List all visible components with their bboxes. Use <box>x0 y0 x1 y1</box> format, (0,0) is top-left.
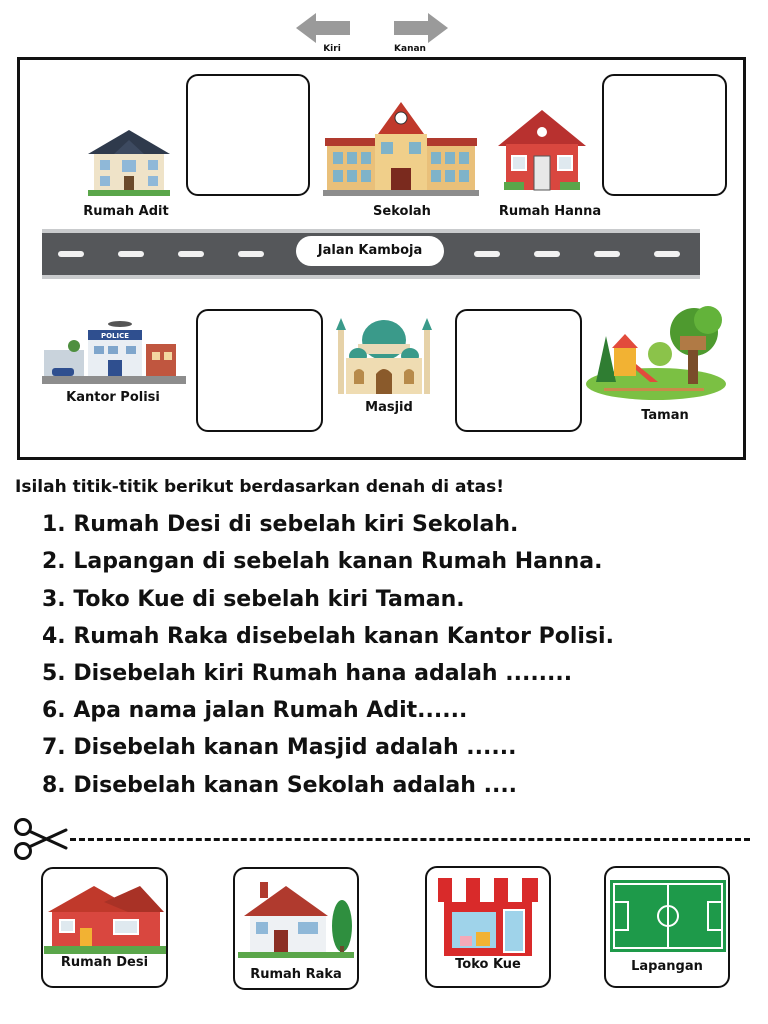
card-label-rumah-raka: Rumah Raka <box>250 967 342 982</box>
place-label-taman: Taman <box>641 408 689 423</box>
blank-box-4[interactable] <box>455 309 582 432</box>
road-name-label: Jalan Kamboja <box>296 236 444 266</box>
place-label-rumah-adit: Rumah Adit <box>83 204 169 219</box>
cut-line <box>70 838 750 841</box>
card-label-toko-kue: Toko Kue <box>455 957 521 972</box>
question-8: 8. Disebelah kanan Sekolah adalah .... <box>42 773 518 798</box>
question-2: 2. Lapangan di sebelah kanan Rumah Hanna. <box>42 549 603 574</box>
right-label: Kanan <box>394 44 426 54</box>
house-hanna-icon <box>496 108 588 194</box>
card-label-rumah-desi: Rumah Desi <box>60 955 149 970</box>
house-desi-icon <box>44 882 166 954</box>
cake-shop-icon <box>438 876 538 958</box>
police-sign: POLICE <box>100 332 130 340</box>
question-4: 4. Rumah Raka disebelah kanan Kantor Polisi. <box>42 624 614 649</box>
park-icon <box>584 306 728 402</box>
question-5: 5. Disebelah kiri Rumah hana adalah ........ <box>42 661 573 686</box>
instruction-text: Isilah titik-titik berikut berdasarkan denah di atas! <box>15 477 504 497</box>
right-arrow-icon <box>392 12 448 44</box>
mosque-icon <box>334 314 434 398</box>
house-adit-icon <box>84 126 174 198</box>
question-3: 3. Toko Kue di sebelah kiri Taman. <box>42 587 465 612</box>
question-6: 6. Apa nama jalan Rumah Adit...... <box>42 698 468 723</box>
left-arrow-icon <box>296 12 352 44</box>
football-field-icon <box>610 880 726 952</box>
place-label-sekolah: Sekolah <box>373 204 431 219</box>
scissors-icon <box>12 818 68 862</box>
police-station-icon <box>42 316 186 386</box>
place-label-kantor-polisi: Kantor Polisi <box>66 390 160 405</box>
school-icon <box>323 100 479 197</box>
house-raka-icon <box>238 876 354 958</box>
place-label-masjid: Masjid <box>365 400 413 415</box>
blank-box-1[interactable] <box>186 74 310 196</box>
blank-box-2[interactable] <box>602 74 727 196</box>
left-label: Kiri <box>323 44 341 54</box>
question-7: 7. Disebelah kanan Masjid adalah ...... <box>42 735 517 760</box>
blank-box-3[interactable] <box>196 309 323 432</box>
question-1: 1. Rumah Desi di sebelah kiri Sekolah. <box>42 512 519 537</box>
place-label-rumah-hanna: Rumah Hanna <box>498 204 602 219</box>
card-label-lapangan: Lapangan <box>631 959 703 974</box>
